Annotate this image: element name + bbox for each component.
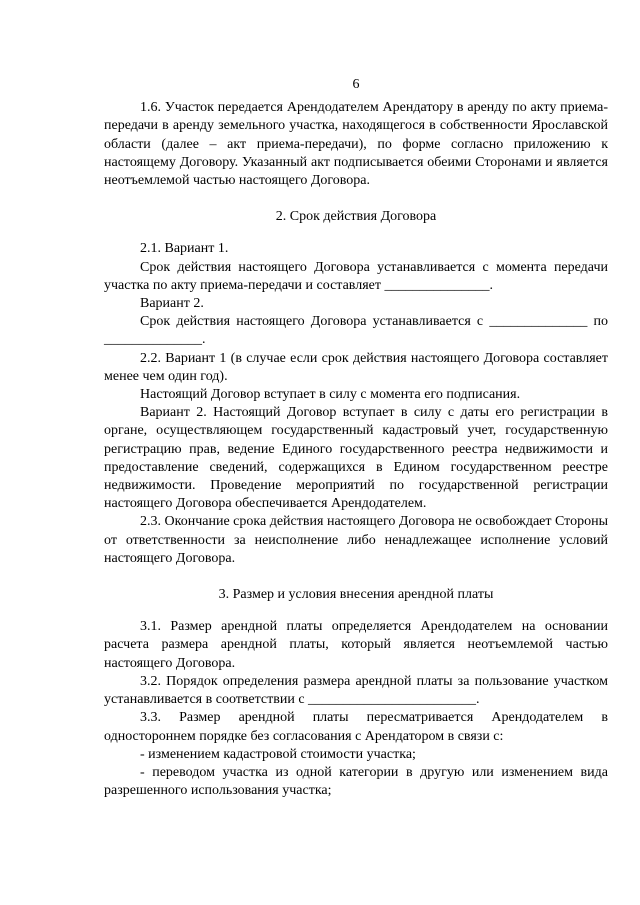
clause-2-1: 2.1. Вариант 1. [140,241,229,257]
clause-3-2: 3.2. Порядок определения размера арендной платы за пользование участком устанавливается в соответствии с ________________________. [104,673,608,708]
clause-2-3: 2.3. Окончание срока действия настоящего Договора не освобождает Стороны от ответственности за неисполнение либо ненадлежащее исполнение условий настоящего Договора. [104,514,608,566]
clause-2-1-variant-2-text: Срок действия настоящего Договора устанавливается с ______________ по ______________. [104,314,608,348]
clause-2-2-variant-2: Вариант 2. Настоящий Договор вступает в силу с даты его регистрации в органе, осуществляющем государственный кадастровый учет, государственную регистрацию прав, ведение Единого государственного реестра недвижимости и предоставление сведений, содержащихся в Едином государственном реестре недвижимости. Проведение мероприятий по государственной регистрации настоящего Договора обеспечивается Арендодателем. [104,405,608,512]
clause-2-1-variant-2: Вариант 2. [140,296,204,312]
clause-3-3-item-1: - изменением кадастровой стоимости участка; [140,746,416,762]
page-number: 6 [352,77,360,92]
section-3-heading: 3. Размер и условия внесения арендной платы [218,587,494,603]
clause-2-2: 2.2. Вариант 1 (в случае если срок действия настоящего Договора составляет менее чем один год). [104,350,608,384]
clause-3-3-item-2: - переводом участка из одной категории в другую или изменением вида разрешенного использования участка; [104,764,608,799]
clause-2-1-text: Срок действия настоящего Договора устанавливается с момента передачи участка по акту приема-передачи и составляет _______________. [104,259,608,293]
clause-1-6: 1.6. Участок передается Арендодателем Арендатору в аренду по акту приема-передачи в аренду земельного участка, находящегося в собственности Ярославской области (далее – акт приема-передачи), по форме согласно приложению к настоящему Договору. Указанный акт подписывается обеими Сторонами и является неотъемлемой частью настоящего Договора. [104,100,608,189]
clause-2-2-text: Настоящий Договор вступает в силу с момента его подписания. [140,387,521,403]
clause-3-1: 3.1. Размер арендной платы определяется Арендодателем на основании расчета размера арендной платы, который является неотъемлемой частью настоящего Договора. [104,619,608,671]
section-2-heading: 2. Срок действия Договора [275,209,437,225]
clause-3-3: 3.3. Размер арендной платы пересматривается Арендодателем в одностороннем порядке без согласования с Арендатором в связи с: [104,710,608,744]
